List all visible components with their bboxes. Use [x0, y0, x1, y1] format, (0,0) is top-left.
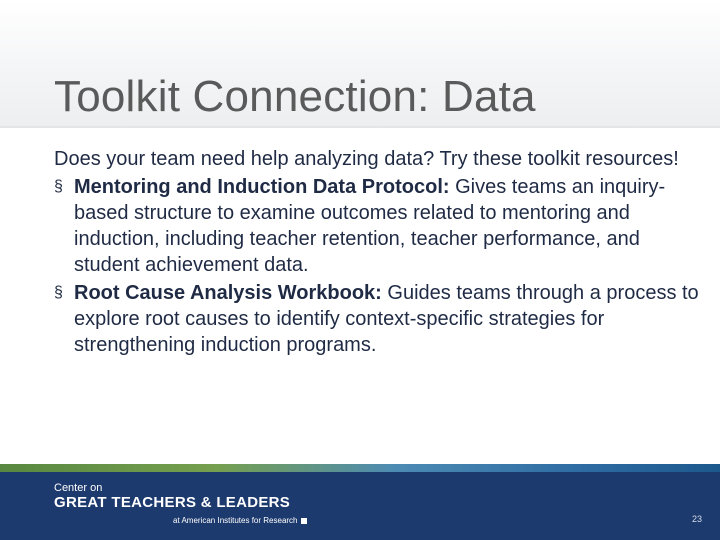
bullet-marker: §	[54, 284, 63, 301]
bullet-marker: §	[54, 178, 63, 195]
resource-list	[54, 174, 704, 358]
slide-body	[54, 146, 704, 360]
resource-description: Guides teams through a process to explore root causes to identify context-specific strategies for strengthening induction programs.	[74, 282, 699, 356]
resource-name: Mentoring and Induction Data Protocol:	[74, 176, 450, 198]
page-number: 23	[691, 514, 702, 524]
logo-affiliation-text: at American Institutes for Research	[173, 516, 298, 525]
logo-line-affiliation	[173, 516, 307, 526]
slide-title: Toolkit Connection: Data	[54, 72, 536, 121]
logo-square-icon	[301, 518, 307, 524]
intro-text: Does your team need help analyzing data? Try these toolkit resources!	[54, 148, 679, 170]
organization-logo	[54, 482, 290, 511]
resource-description: Gives teams an inquiry-based structure to examine outcomes related to mentoring and induction, including teacher retention, teacher performance, and student achievement data.	[74, 176, 666, 276]
resource-name: Root Cause Analysis Workbook:	[74, 282, 382, 304]
list-item	[54, 174, 704, 278]
footer-accent-stripe	[0, 464, 720, 472]
title-divider	[0, 126, 720, 128]
logo-line-name: GREAT TEACHERS & LEADERS	[54, 494, 291, 511]
logo-line-center-on: Center on	[54, 482, 103, 494]
list-item	[54, 280, 704, 358]
